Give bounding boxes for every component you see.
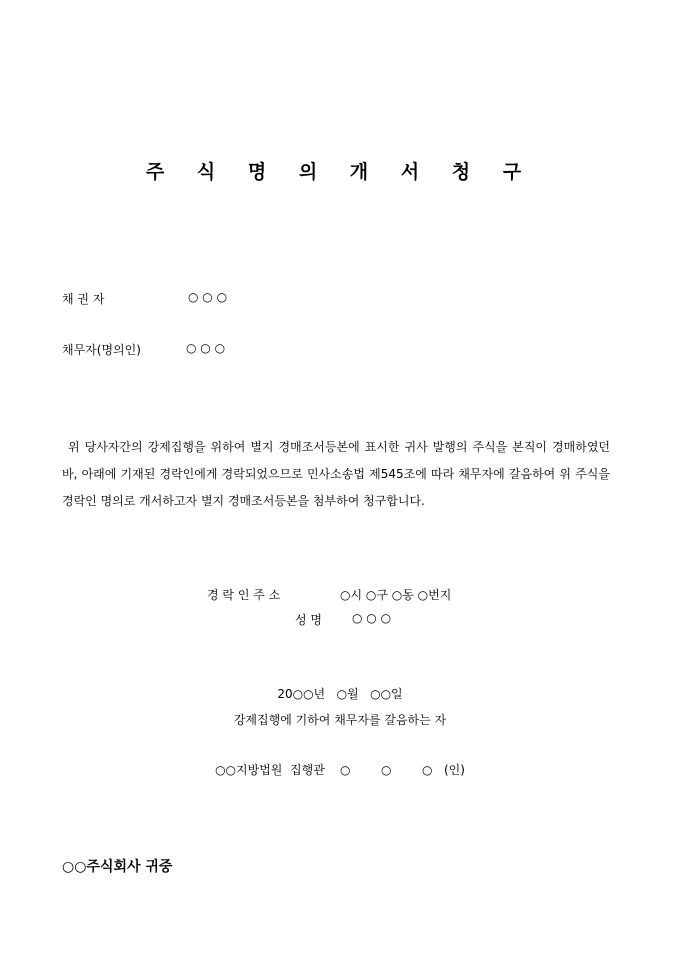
creditor-label: 채 권 자 xyxy=(62,292,105,306)
document-title: 주 식 명 의 개 서 청 구 xyxy=(145,161,535,183)
buyer-name-value: ○ ○ ○ xyxy=(352,611,392,625)
executor-role: 강제집행에 기하여 채무자를 갈음하는 자 xyxy=(233,713,447,727)
buyer-name-label: 성 명 xyxy=(295,613,322,627)
debtor-value: ○ ○ ○ xyxy=(186,341,226,355)
request-date: 20○○년 ○월 ○○일 xyxy=(277,687,403,701)
addressee: ○○주식회사 귀중 xyxy=(62,859,173,875)
request-body-paragraph: 위 당사자간의 강제집행을 위하여 별지 경매조서등본에 표시한 귀사 발행의 주식을 본직이 경매하였던 바, 아래에 기재된 경락인에게 경락되었으므로 민사소송법 제545조에 따라 채무자에 갈음하여 위 주식을 경락인 명의로 개서하고자 별지 경매조서등본을 첨부하여 청구합니다. xyxy=(62,440,610,508)
creditor-value: ○ ○ ○ xyxy=(188,290,228,304)
executor-signature: ○○지방법원 집행관 ○ ○ ○ (인) xyxy=(215,763,465,777)
debtor-label: 채무자(명의인) xyxy=(62,343,141,357)
buyer-address-value: ○시 ○구 ○동 ○번지 xyxy=(340,588,452,602)
buyer-address-label: 경 락 인 주 소 xyxy=(207,588,281,602)
